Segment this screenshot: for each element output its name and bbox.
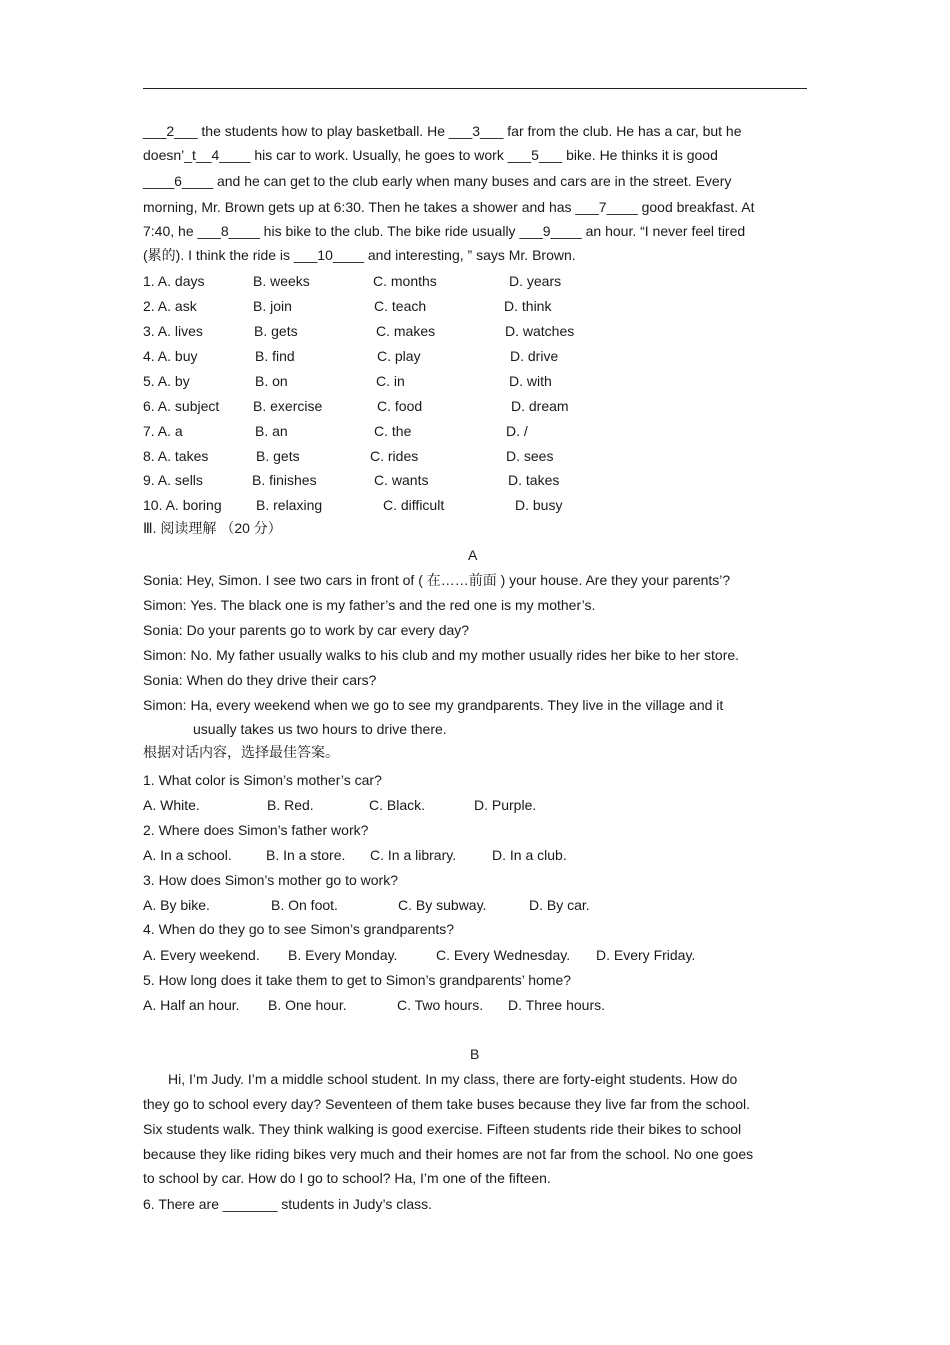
option-b: B. In a store. <box>266 847 346 863</box>
question: 3. How does Simon’s mother go to work? <box>143 872 398 888</box>
option-c: C. teach <box>374 298 427 314</box>
option-d: D. drive <box>510 348 559 364</box>
option-d: D. years <box>509 273 562 289</box>
cloze-line: ____6____ and he can get to the club early when many buses and cars are in the street. Every <box>143 173 732 189</box>
question: 6. There are _______ students in Judy’s class. <box>143 1196 432 1212</box>
passage-a-label: A <box>468 547 478 563</box>
option-c: C. By subway. <box>398 897 487 913</box>
dialogue-line: Sonia: Do your parents go to work by car every day? <box>143 622 470 638</box>
option-a: 2. A. ask <box>143 298 197 314</box>
option-c: C. wants <box>374 472 429 488</box>
passage-line: they go to school every day? Seventeen of them take buses because they live far from the school. <box>143 1096 751 1112</box>
option-c: C. Every Wednesday. <box>436 947 571 963</box>
option-b: B. relaxing <box>256 497 323 513</box>
option-c: C. months <box>373 273 437 289</box>
cloze-line: ___2___ the students how to play basketball. He ___3___ far from the club. He has a car, but he <box>143 123 742 139</box>
dialogue-line: Simon: Yes. The black one is my father’s and the red one is my mother’s. <box>143 597 596 613</box>
option-a: 3. A. lives <box>143 323 203 339</box>
dialogue-line: Sonia: When do they drive their cars? <box>143 672 377 688</box>
dialogue-line: usually takes us two hours to drive there. <box>193 721 447 737</box>
option-d: D. sees <box>506 448 554 464</box>
option-a: A. White. <box>143 797 200 813</box>
option-d: D. Every Friday. <box>596 947 696 963</box>
option-b: B. Red. <box>267 797 314 813</box>
cloze-line: 7:40, he ___8____ his bike to the club. The bike ride usually ___9____ an hour. “I never feel tired <box>143 223 746 239</box>
option-b: B. On foot. <box>271 897 338 913</box>
option-a: A. In a school. <box>143 847 232 863</box>
option-a: A. Half an hour. <box>143 997 240 1013</box>
option-a: 5. A. by <box>143 373 190 389</box>
option-b: B. gets <box>256 448 300 464</box>
option-a: 7. A. a <box>143 423 183 439</box>
option-b: B. find <box>255 348 295 364</box>
dialogue-line: Sonia: Hey, Simon. I see two cars in front of ( 在……前面 ) your house. Are they your parents’? <box>143 572 731 588</box>
option-d: D. busy <box>515 497 563 513</box>
option-a: A. By bike. <box>143 897 210 913</box>
passage-line: Six students walk. They think walking is good exercise. Fifteen students ride their bikes to school <box>143 1121 742 1137</box>
header-rule <box>143 88 807 89</box>
option-b: B. exercise <box>253 398 323 414</box>
dialogue-line: Simon: No. My father usually walks to his club and my mother usually rides her bike to her store. <box>143 647 740 663</box>
section-heading: Ⅲ. 阅读理解 （20 分） <box>143 520 282 536</box>
option-b: B. gets <box>254 323 298 339</box>
option-c: C. Black. <box>369 797 426 813</box>
cloze-line: (累的). I think the ride is ___10____ and interesting, ” says Mr. Brown. <box>143 247 576 263</box>
option-d: D. Three hours. <box>508 997 606 1013</box>
option-c: C. play <box>377 348 421 364</box>
instruction: 根据对话内容，选择最佳答案。 <box>143 744 339 760</box>
dialogue-line: Simon: Ha, every weekend when we go to see my grandparents. They live in the village and it <box>143 697 724 713</box>
question: 2. Where does Simon’s father work? <box>143 822 369 838</box>
question: 1. What color is Simon’s mother’s car? <box>143 772 382 788</box>
option-a: 10. A. boring <box>143 497 222 513</box>
option-c: C. rides <box>370 448 419 464</box>
option-c: C. food <box>377 398 423 414</box>
option-b: B. finishes <box>252 472 317 488</box>
option-d: D. / <box>506 423 528 439</box>
option-c: C. the <box>374 423 412 439</box>
option-b: B. join <box>253 298 292 314</box>
option-a: 4. A. buy <box>143 348 198 364</box>
question: 4. When do they go to see Simon’s grandparents? <box>143 921 455 937</box>
passage-line: because they like riding bikes very much and their homes are not far from the school. No one goes <box>143 1146 754 1162</box>
option-b: B. weeks <box>253 273 310 289</box>
option-d: D. By car. <box>529 897 590 913</box>
option-a: 6. A. subject <box>143 398 220 414</box>
option-a: 9. A. sells <box>143 472 203 488</box>
option-d: D. think <box>504 298 552 314</box>
option-d: D. with <box>509 373 552 389</box>
option-d: D. In a club. <box>492 847 567 863</box>
option-c: C. makes <box>376 323 436 339</box>
cloze-line: doesn’_t__4____ his car to work. Usually, he goes to work ___5___ bike. He thinks it is good <box>143 147 718 163</box>
option-b: B. on <box>255 373 288 389</box>
passage-line: Hi, I’m Judy. I’m a middle school student. In my class, there are forty-eight students. How do <box>168 1071 738 1087</box>
option-d: D. dream <box>511 398 569 414</box>
question: 5. How long does it take them to get to Simon’s grandparents’ home? <box>143 972 572 988</box>
option-a: 1. A. days <box>143 273 205 289</box>
option-c: C. In a library. <box>370 847 457 863</box>
option-a: A. Every weekend. <box>143 947 260 963</box>
passage-b-label: B <box>470 1046 480 1062</box>
option-c: C. in <box>376 373 405 389</box>
option-d: D. takes <box>508 472 560 488</box>
option-a: 8. A. takes <box>143 448 209 464</box>
option-d: D. Purple. <box>474 797 537 813</box>
option-b: B. an <box>255 423 288 439</box>
option-b: B. Every Monday. <box>288 947 398 963</box>
option-c: C. difficult <box>383 497 445 513</box>
option-c: C. Two hours. <box>397 997 484 1013</box>
cloze-line: morning, Mr. Brown gets up at 6:30. Then he takes a shower and has ___7____ good breakfast. At <box>143 199 755 215</box>
option-b: B. One hour. <box>268 997 347 1013</box>
passage-line: to school by car. How do I go to school? Ha, I’m one of the fifteen. <box>143 1170 551 1186</box>
option-d: D. watches <box>505 323 575 339</box>
